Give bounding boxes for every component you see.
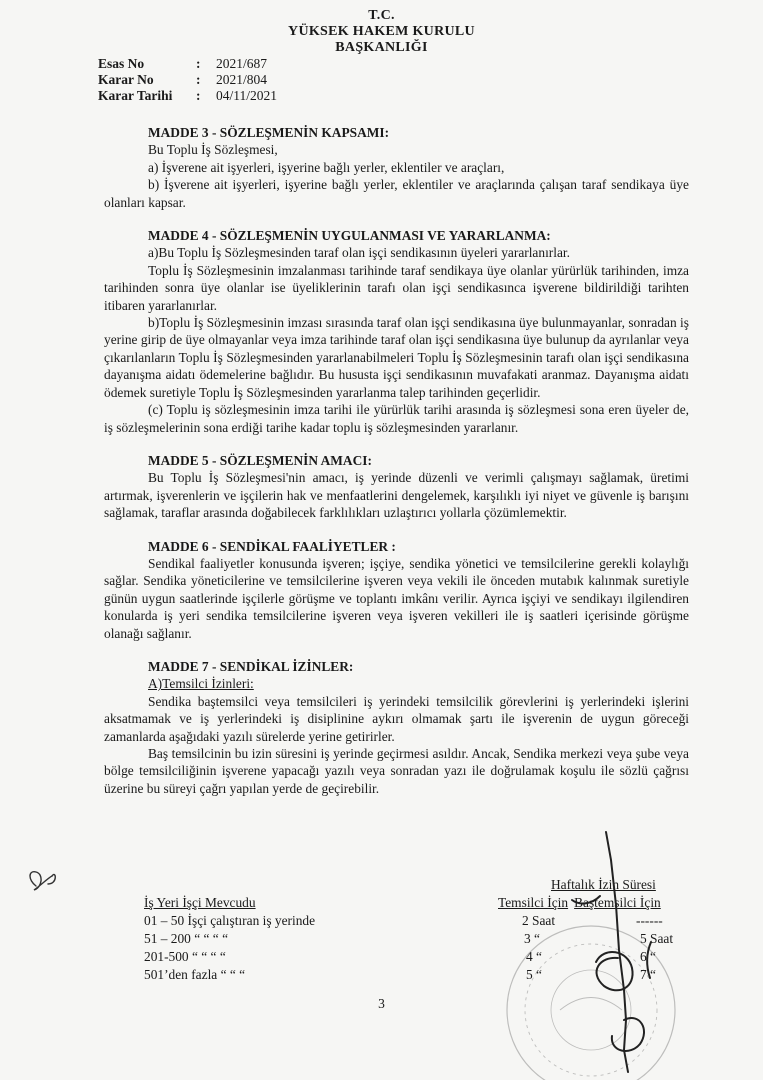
table-row-chief: 6 “ <box>640 949 656 964</box>
article-3-title: MADDE 3 - SÖZLEŞMENİN KAPSAMI: <box>148 125 390 140</box>
article-7-p2: Baş temsilcinin bu izin süresini iş yerinde geçirmesi asıldır. Ancak, Sendika merkezi veya şube veya bölge temsilciliğinin işverene yapacağı yazılı veya sonradan yazı ile doğrulamak koşulu ile sözlü çağrısı üzerine bu süreyi çağrı yapılan yerde de geçirebilir. <box>104 746 689 796</box>
table-left-header: İş Yeri İşçi Mevcudu <box>144 895 256 910</box>
table-row-label: 201-500 “ “ “ “ <box>144 949 226 964</box>
article-7-p1: Sendika baştemsilci veya temsilcileri iş yerindeki temsilcilik görevlerini iş yerlerindeki işlerini aksatmamak ve iş yerlerindeki iş disiplinine aykırı olmamak şartı ile işverenin de uygun göreceği zamanlarda aşağıdaki yazılı sürelerde yerine getirirler. <box>104 693 689 744</box>
meta-sep: : <box>196 72 201 87</box>
table-row-chief: ------ <box>636 913 663 928</box>
table-row-representative: 3 “ <box>524 931 540 946</box>
meta-value: 2021/687 <box>216 56 268 71</box>
article-5-title: MADDE 5 - SÖZLEŞMENİN AMACI: <box>148 452 372 468</box>
table-row-chief: 5 Saat <box>640 931 674 946</box>
meta-value: 2021/804 <box>216 72 268 87</box>
meta-key: Karar Tarihi <box>98 88 173 103</box>
article-6-p1: Sendikal faaliyetler konusunda işveren; işçiye, sendika yönetici ve temsilcilerine gerekli kolaylığı sağlar. Sendika yöneticilerine ve temsilcilerine işveren veya vekili ile önceden mutabık kalınmak suretiyle günün uygun saatlerinde işçilerle görüşme ve toplantı imkânı verilir. Ayrıca işçiyi ve sendikayı ilgilendiren konularda iş yeri sendika temsilcilerine işveren veya işveren vekilleri ile iş saatleri içerisinde görüşme olanağı sağlanır. <box>104 555 689 641</box>
article-7-subtitle-text: A)Temsilci İzinleri: <box>148 676 254 692</box>
article-5-p1: Bu Toplu İş Sözleşmesi'nin amacı, iş yerinde düzenli ve verimli çalışmayı sağlamak, üretimi artırmak, işverenlerin ve işçilerin hak ve menfaatlerini dengelemek, karşılıklı iyi niyet ve güvenle iş barışını sağlamak, taraflar arasında doğabilecek farklılıkları uzlaştırıcı yollarla çözümlemektir. <box>104 470 689 521</box>
article-4-p2: Toplu İş Sözleşmesinin imzalanması tarihinde taraf sendikaya üye olanlar yürürlük tarihinden, imza tarihinden sonra üye olanlar ise üyeliklerinin tarafı olan işçi sendikasınca işverene bildirildiği tarihten itibaren yararlanırlar. <box>104 262 689 313</box>
table-row-representative: 4 “ <box>526 949 542 964</box>
table-row-chief: 7 “ <box>640 967 656 982</box>
article-3-p2: a) İşverene ait işyerleri, işyerine bağlı yerler, eklentiler ve araçları, <box>148 159 505 175</box>
meta-sep: : <box>196 56 201 71</box>
table-row-representative: 5 “ <box>526 967 542 982</box>
meta-key: Esas No <box>98 56 145 71</box>
header-line-presidency: BAŞKANLIĞI <box>335 40 428 55</box>
header-line-institution: YÜKSEK HAKEM KURULU <box>288 24 475 39</box>
article-3-p3: b) İşverene ait işyerleri, işyerine bağlı yerler, eklentiler ve araçlarında çalışan taraf sendikaya üye olanları kapsar. <box>104 177 689 210</box>
article-4-p1: a)Bu Toplu İş Sözleşmesinden taraf olan işçi sendikasının üyeleri yararlanırlar. <box>148 245 570 261</box>
page-number: 3 <box>378 996 385 1011</box>
table-row-label: 501’den fazla “ “ “ <box>144 967 246 982</box>
meta-key: Karar No <box>98 72 154 87</box>
margin-initials-icon <box>30 872 55 890</box>
article-6-title: MADDE 6 - SENDİKAL FAALİYETLER : <box>148 538 396 554</box>
table-header-chief: Baştemsilci İçin <box>574 895 661 910</box>
article-4-p4: (c) Toplu iş sözleşmesinin imza tarihi ile yürürlük tarihi arasında iş sözleşmesi sona eren üyeler de, iş sözleşmelerinin sona erdiği tarihe kadar toplu iş sözleşmesinden yararlanır. <box>104 402 689 435</box>
article-7-title: MADDE 7 - SENDİKAL İZİNLER: <box>148 658 354 674</box>
table-header-representative: Temsilci İçin <box>498 895 569 910</box>
meta-value: 04/11/2021 <box>216 88 278 103</box>
handwritten-signature-icon <box>572 832 651 1072</box>
official-stamp-icon <box>507 926 675 1080</box>
header-line-tc: T.C. <box>368 8 395 23</box>
table-row-representative: 2 Saat <box>522 913 556 928</box>
meta-sep: : <box>196 88 201 103</box>
article-4-title: MADDE 4 - SÖZLEŞMENİN UYGULANMASI VE YARARLANMA: <box>148 228 551 244</box>
table-row-label: 51 – 200 “ “ “ “ <box>144 931 229 946</box>
table-row-label: 01 – 50 İşçi çalıştıran iş yerinde <box>144 913 316 928</box>
article-4-p3: b)Toplu İş Sözleşmesinin imzası sırasında taraf olan işçi sendikasına üye bulunmayanlar, sonradan iş yerine girip de üye olmayanlar veya imza tarihinde taraf olan işçi sendikasına üye bulunup da ayrılanlar veya çıkarılanların Toplu İş Sözleşmesinden yararlanabilmeleri Toplu İş Sözleşmesinin tarafı olan işçi sendikasına dayanışma aidatı ödemelerine bağlıdır. Bu hususta işçi sendikasının muvafakati aranmaz. Dayanışma aidatı ödemek suretiyle Toplu İş Sözleşmesinden yararlanma talep tarihinden geçerlidir. <box>104 315 689 400</box>
article-3-p1: Bu Toplu İş Sözleşmesi, <box>148 142 278 158</box>
table-right-header-weekly: Haftalık İzin Süresi <box>551 877 656 892</box>
